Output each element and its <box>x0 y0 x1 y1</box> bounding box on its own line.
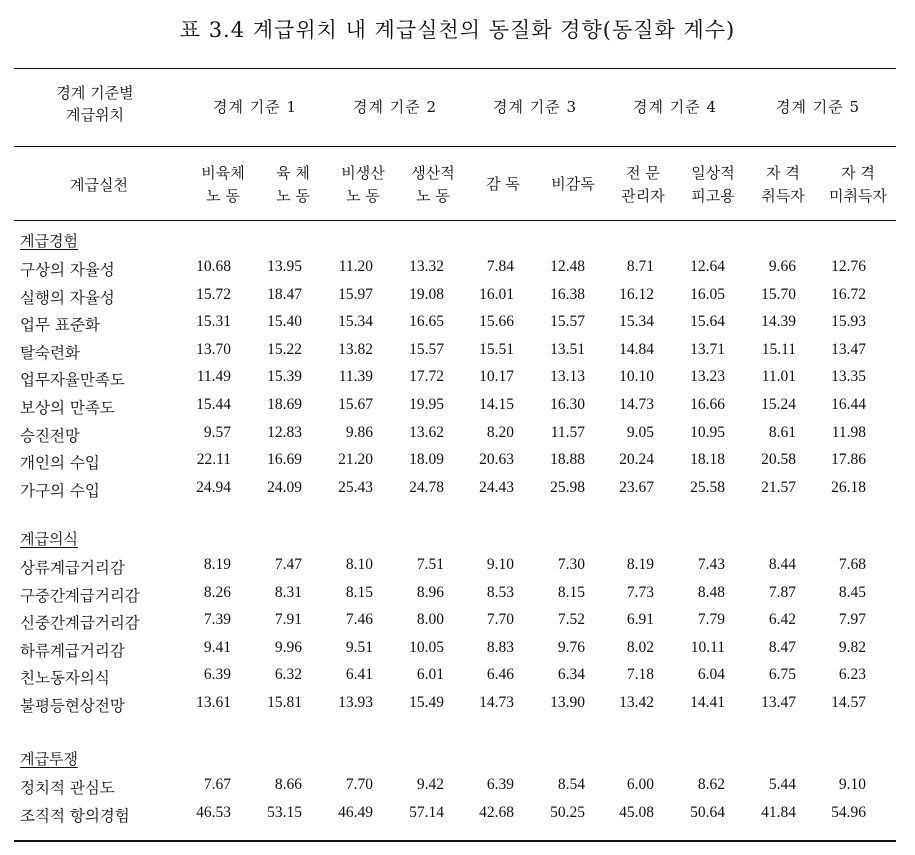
table-cell: 16.30 <box>550 396 585 413</box>
table-cell: 18.09 <box>409 451 444 469</box>
column-header-line2: 노 동 <box>276 187 310 205</box>
table-cell: 8.15 <box>345 583 373 601</box>
column-header-line1: 자 격 <box>766 164 800 182</box>
table-cell: 24.43 <box>479 478 514 496</box>
table-cell: 15.39 <box>267 368 302 386</box>
table-cell: 22.11 <box>196 451 231 469</box>
table-cell: 6.01 <box>416 666 444 684</box>
table-cell: 16.38 <box>550 285 585 303</box>
table-cell: 15.22 <box>267 340 302 358</box>
row-label-header: 계급실천 <box>70 176 128 194</box>
table-cell: 14.15 <box>479 396 514 413</box>
column-header-line2: 노 동 <box>416 187 450 205</box>
table-cell: 50.25 <box>550 803 585 821</box>
table-cell: 9.05 <box>626 423 654 441</box>
table-cell: 6.75 <box>768 666 796 684</box>
table-cell: 9.57 <box>203 423 231 441</box>
row-label: 탈숙련화 <box>20 343 80 362</box>
column-header <box>608 162 678 208</box>
table-cell: 7.67 <box>203 776 231 793</box>
table-cell: 25.43 <box>338 478 373 496</box>
table-cell: 13.95 <box>267 258 302 275</box>
table-cell: 12.48 <box>550 258 585 275</box>
table-cell: 18.69 <box>267 396 302 413</box>
table-cell: 53.15 <box>267 803 302 821</box>
table-cell: 57.14 <box>409 803 444 821</box>
section-title: 계급의식 <box>20 530 78 548</box>
column-header <box>258 162 328 208</box>
table-cell: 25.98 <box>550 478 585 496</box>
table-cell: 6.41 <box>345 666 373 684</box>
table-cell: 6.42 <box>768 611 796 629</box>
row-label: 업무자율만족도 <box>20 371 125 390</box>
table-cell: 8.02 <box>626 638 654 656</box>
table-cell: 16.44 <box>831 396 866 413</box>
row-label: 실행의 자율성 <box>20 288 115 307</box>
table-cell: 16.12 <box>619 285 654 303</box>
table-cell: 8.48 <box>697 583 725 601</box>
table-cell: 12.64 <box>690 258 725 275</box>
section-title: 계급경험 <box>20 232 78 250</box>
table-cell: 8.45 <box>838 583 866 601</box>
table-cell: 14.41 <box>690 694 725 711</box>
table-cell: 9.66 <box>768 258 796 275</box>
table-cell: 16.66 <box>690 396 725 413</box>
table-cell: 8.00 <box>416 611 444 629</box>
corner-line1: 경계 기준별 <box>56 84 134 102</box>
table-row <box>0 694 915 720</box>
table-cell: 13.23 <box>690 368 725 386</box>
table-cell: 8.19 <box>626 556 654 573</box>
table-cell: 15.44 <box>196 396 231 413</box>
table-cell: 13.61 <box>196 694 231 711</box>
table-cell: 21.57 <box>761 478 796 496</box>
table-cell: 13.47 <box>831 340 866 358</box>
table-row <box>0 313 915 339</box>
table-cell: 41.84 <box>761 803 796 821</box>
table-row <box>0 556 915 582</box>
table-cell: 10.11 <box>690 638 725 656</box>
row-label: 친노동자의식 <box>20 669 110 688</box>
table-cell: 42.68 <box>479 803 514 821</box>
table-cell: 14.73 <box>479 694 514 711</box>
table-cell: 19.08 <box>409 285 444 303</box>
table-cell: 11.57 <box>550 423 585 441</box>
table-cell: 24.78 <box>409 478 444 496</box>
table-cell: 7.97 <box>838 611 866 629</box>
table-cell: 15.31 <box>196 313 231 331</box>
table-row <box>0 368 915 394</box>
header-column-row <box>0 158 915 214</box>
row-label: 하류계급거리감 <box>20 641 125 660</box>
table-cell: 6.04 <box>697 666 725 684</box>
row-label: 보상의 만족도 <box>20 399 115 417</box>
column-header-line1: 육 체 <box>276 164 310 182</box>
table-cell: 13.32 <box>409 258 444 275</box>
table-cell: 8.44 <box>768 556 796 573</box>
table-cell: 7.46 <box>345 611 373 629</box>
column-header <box>678 162 748 208</box>
table-row <box>0 258 915 284</box>
table-cell: 5.44 <box>768 776 796 793</box>
table-cell: 13.70 <box>196 340 231 358</box>
table-cell: 8.54 <box>557 776 585 793</box>
row-label: 개인의 수입 <box>20 454 100 473</box>
table-cell: 9.10 <box>486 556 514 573</box>
table-cell: 10.05 <box>409 638 444 656</box>
column-header <box>818 162 898 208</box>
table-cell: 13.13 <box>550 368 585 386</box>
column-header-line2: 피고용 <box>691 187 735 205</box>
table-row <box>0 776 915 802</box>
table-cell: 13.90 <box>550 694 585 711</box>
table-cell: 13.93 <box>338 694 373 711</box>
table-cell: 15.49 <box>409 694 444 711</box>
row-label: 정치적 관심도 <box>20 779 115 797</box>
table-cell: 7.91 <box>274 611 302 629</box>
table-cell: 18.18 <box>690 451 725 469</box>
table-cell: 10.95 <box>690 423 725 441</box>
table-cell: 15.24 <box>761 396 796 413</box>
table-cell: 6.91 <box>626 611 654 629</box>
table-row <box>0 341 915 367</box>
table-cell: 13.42 <box>619 694 654 711</box>
table-cell: 9.41 <box>203 638 231 656</box>
table-cell: 15.57 <box>409 340 444 358</box>
corner-header <box>30 82 160 126</box>
table-cell: 14.84 <box>619 340 654 358</box>
table-cell: 9.51 <box>345 638 373 656</box>
header-divider <box>14 146 896 147</box>
table-cell: 16.01 <box>479 285 514 303</box>
table-cell: 7.87 <box>768 583 796 601</box>
table-cell: 9.42 <box>416 776 444 793</box>
table-row <box>0 804 915 830</box>
group-header-3: 경계 기준 3 <box>492 98 578 116</box>
table-title: 표 3.4 계급위치 내 계급실천의 동질화 경향(동질화 계수) <box>179 18 736 42</box>
table-cell: 16.69 <box>267 451 302 469</box>
table-cell: 15.64 <box>690 313 725 331</box>
column-header-line1: 일상적 <box>691 164 735 182</box>
table-row <box>0 286 915 312</box>
column-header <box>468 173 538 196</box>
table-cell: 7.84 <box>486 258 514 275</box>
table-cell: 11.98 <box>831 423 866 441</box>
column-header-line1: 비생산 <box>341 164 385 182</box>
table-cell: 54.96 <box>831 803 866 821</box>
table-cell: 15.70 <box>761 285 796 303</box>
table-cell: 15.66 <box>479 313 514 331</box>
table-cell: 8.19 <box>203 556 231 573</box>
table-cell: 7.47 <box>274 556 302 573</box>
column-header <box>398 162 468 208</box>
table-cell: 7.70 <box>486 611 514 629</box>
row-label: 구중간계급거리감 <box>20 586 140 605</box>
table-cell: 8.10 <box>345 556 373 573</box>
table-cell: 26.18 <box>831 478 866 496</box>
table-cell: 7.43 <box>697 556 725 573</box>
table-cell: 7.30 <box>557 556 585 573</box>
table-cell: 14.73 <box>619 396 654 413</box>
table-cell: 17.86 <box>831 451 866 469</box>
table-cell: 6.32 <box>274 666 302 684</box>
table-row <box>0 666 915 692</box>
table-cell: 12.76 <box>831 258 866 275</box>
table-cell: 13.82 <box>338 340 373 358</box>
section-title: 계급투쟁 <box>20 750 78 768</box>
table-cell: 15.11 <box>761 340 796 358</box>
table-cell: 7.52 <box>557 611 585 629</box>
table-cell: 8.26 <box>203 583 231 601</box>
table-cell: 15.67 <box>338 396 373 413</box>
column-header <box>748 162 818 208</box>
table-cell: 21.20 <box>338 451 373 469</box>
table-cell: 45.08 <box>619 803 654 821</box>
column-header-line2: 관리자 <box>621 187 665 205</box>
table-cell: 8.31 <box>274 583 302 601</box>
table-cell: 7.79 <box>697 611 725 629</box>
group-header-1: 경계 기준 1 <box>212 98 298 116</box>
row-label: 신중간계급거리감 <box>20 614 140 633</box>
table-cell: 13.47 <box>761 694 796 711</box>
table-cell: 8.20 <box>486 423 514 441</box>
table-cell: 25.58 <box>690 478 725 496</box>
table-cell: 8.15 <box>557 583 585 601</box>
column-header <box>328 162 398 208</box>
column-header <box>538 173 608 196</box>
table-row <box>0 611 915 637</box>
table-cell: 6.39 <box>203 666 231 684</box>
table-cell: 46.49 <box>338 803 373 821</box>
column-header-line1: 전 문 <box>626 164 660 182</box>
table-cell: 7.18 <box>626 666 654 684</box>
row-label: 업무 표준화 <box>20 316 100 335</box>
table-cell: 17.72 <box>409 368 444 386</box>
table-row <box>0 451 915 477</box>
table-cell: 24.94 <box>196 478 231 496</box>
table-cell: 24.09 <box>267 478 302 496</box>
table-cell: 20.63 <box>479 451 514 469</box>
table-cell: 8.66 <box>274 776 302 793</box>
table-cell: 10.10 <box>619 368 654 386</box>
table-cell: 8.47 <box>768 638 796 656</box>
table-cell: 9.86 <box>345 423 373 441</box>
column-header-line2: 노 동 <box>206 187 240 205</box>
table-cell: 11.20 <box>338 258 373 275</box>
table-cell: 9.82 <box>838 638 866 656</box>
table-cell: 11.01 <box>761 368 796 386</box>
table-cell: 13.71 <box>690 340 725 358</box>
group-header-2: 경계 기준 2 <box>352 98 438 116</box>
top-rule <box>14 68 896 69</box>
table-cell: 6.39 <box>486 776 514 793</box>
table-cell: 18.88 <box>550 451 585 469</box>
column-header <box>188 162 258 208</box>
table-cell: 12.83 <box>267 423 302 441</box>
row-label: 불평등현상전망 <box>20 697 125 715</box>
table-cell: 8.71 <box>626 258 654 275</box>
table-cell: 15.93 <box>831 313 866 331</box>
table-cell: 11.39 <box>338 368 373 386</box>
table-row <box>0 424 915 450</box>
table-cell: 7.70 <box>345 776 373 793</box>
table-cell: 6.00 <box>626 776 654 793</box>
table-cell: 15.72 <box>196 285 231 303</box>
table-cell: 15.51 <box>479 340 514 358</box>
table-cell: 11.49 <box>196 368 231 386</box>
table-cell: 15.97 <box>338 285 373 303</box>
row-label: 가구의 수입 <box>20 481 100 500</box>
table-cell: 7.73 <box>626 583 654 601</box>
column-header-line1: 비감독 <box>551 175 595 193</box>
row-label: 승진전망 <box>20 426 80 445</box>
column-header-line2: 미취득자 <box>829 187 887 205</box>
column-header-line1: 감 독 <box>486 175 520 193</box>
table-row <box>0 396 915 422</box>
table-cell: 16.05 <box>690 285 725 303</box>
table-row <box>0 479 915 505</box>
bottom-rule <box>14 840 896 842</box>
table-cell: 6.23 <box>838 666 866 684</box>
group-header-5: 경계 기준 5 <box>775 98 861 116</box>
table-cell: 7.51 <box>416 556 444 573</box>
table-cell: 10.17 <box>479 368 514 386</box>
table-cell: 15.34 <box>338 313 373 331</box>
table-cell: 6.46 <box>486 666 514 684</box>
table-cell: 15.57 <box>550 313 585 331</box>
column-header-line1: 자 격 <box>841 164 875 182</box>
table-cell: 46.53 <box>196 803 231 821</box>
table-cell: 19.95 <box>409 396 444 413</box>
row-label: 구상의 자율성 <box>20 261 115 279</box>
table-cell: 13.51 <box>550 340 585 358</box>
table-cell: 7.39 <box>203 611 231 629</box>
table-cell: 9.96 <box>274 638 302 656</box>
table-cell: 9.76 <box>557 638 585 656</box>
row-label: 상류계급거리감 <box>20 559 125 577</box>
table-cell: 20.24 <box>619 451 654 469</box>
table-cell: 16.65 <box>409 313 444 331</box>
table-cell: 8.61 <box>768 423 796 441</box>
table-cell: 8.96 <box>416 583 444 601</box>
table-cell: 20.58 <box>761 451 796 469</box>
table-cell: 15.81 <box>267 694 302 711</box>
table-cell: 13.35 <box>831 368 866 386</box>
table-cell: 8.83 <box>486 638 514 656</box>
table-cell: 9.10 <box>838 776 866 793</box>
header-bottom-rule <box>14 220 896 221</box>
table-cell: 23.67 <box>619 478 654 496</box>
table-cell: 8.62 <box>697 776 725 793</box>
column-header-line1: 생산적 <box>411 164 455 182</box>
column-header-line1: 비육체 <box>201 164 245 182</box>
table-cell: 15.40 <box>267 313 302 331</box>
table-cell: 8.53 <box>486 583 514 601</box>
table-cell: 14.39 <box>761 313 796 331</box>
table-row <box>0 584 915 610</box>
table-cell: 6.34 <box>557 666 585 684</box>
table-row <box>0 639 915 665</box>
corner-line2: 계급위치 <box>66 106 124 124</box>
column-header-line2: 노 동 <box>346 187 380 205</box>
table-cell: 18.47 <box>267 285 302 303</box>
table-cell: 16.72 <box>831 285 866 303</box>
table-cell: 13.62 <box>409 423 444 441</box>
table-cell: 50.64 <box>690 803 725 821</box>
table-cell: 7.68 <box>838 556 866 573</box>
column-header-line2: 취득자 <box>761 187 805 205</box>
table-cell: 14.57 <box>831 694 866 711</box>
row-label: 조직적 항의경험 <box>20 806 130 825</box>
table-cell: 10.68 <box>196 258 231 275</box>
table-cell: 15.34 <box>619 313 654 331</box>
group-header-4: 경계 기준 4 <box>632 98 718 116</box>
